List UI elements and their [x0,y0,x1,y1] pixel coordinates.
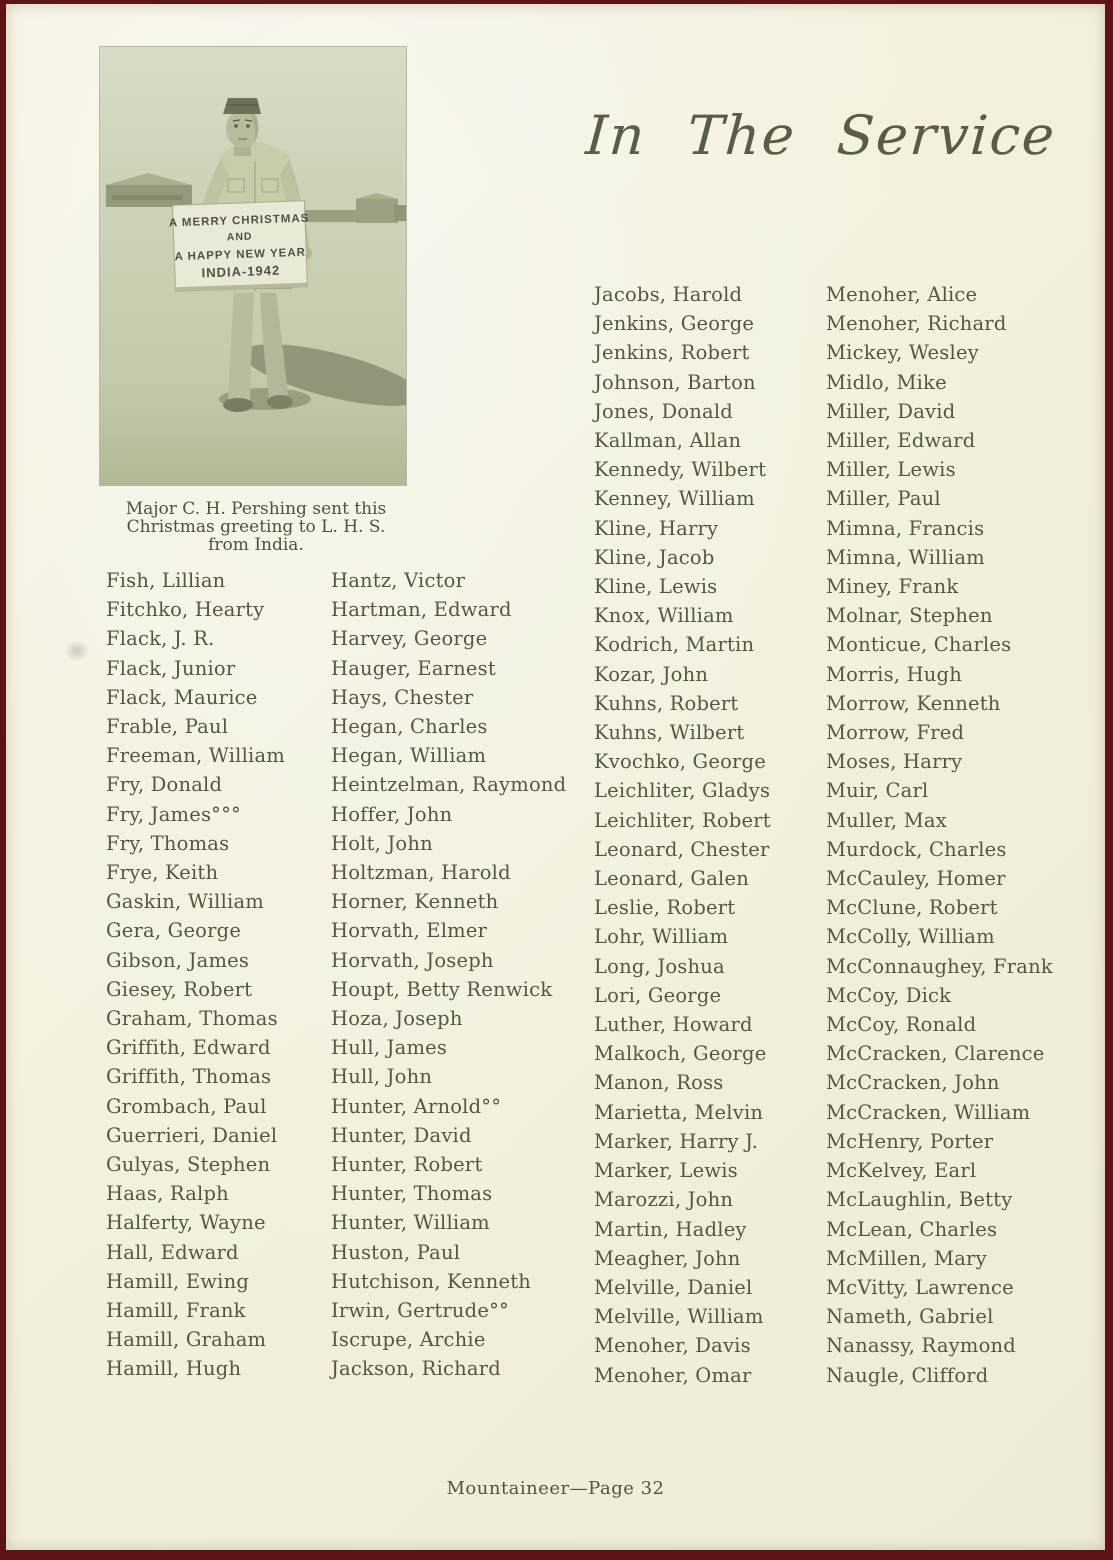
name-entry: Kline, Jacob [594,545,715,569]
name-entry: Miller, Edward [826,429,976,453]
name-entry: Melville, William [594,1305,764,1329]
name-entry: Irwin, Gertrude°° [331,1299,509,1323]
name-entry: Giesey, Robert [106,977,253,1001]
name-entry: Kennedy, Wilbert [594,458,767,482]
name-entry: Meagher, John [594,1246,741,1270]
photo-illustration [100,47,406,485]
name-entry: Mimna, William [826,545,985,569]
name-entry: Johnson, Barton [594,370,756,394]
name-entry: Gaskin, William [106,890,264,914]
caption-line: Major C. H. Pershing sent this [125,499,387,519]
service-photo [100,47,406,485]
name-entry: Jacobs, Harold [594,283,743,306]
name-entry: Huston, Paul [331,1240,461,1264]
name-entry: Molnar, Stephen [826,604,993,628]
name-column-4 [826,280,1053,1390]
name-entry: Hull, John [331,1065,433,1089]
name-entry: Hays, Chester [331,685,474,709]
name-entry: Kallman, Allan [594,429,742,453]
name-entry: Frye, Keith [106,861,219,885]
name-entry: Leslie, Robert [594,896,736,920]
name-entry: Hunter, David [331,1123,472,1147]
name-entry: Nameth, Gabriel [826,1305,994,1329]
name-entry: Marker, Harry J. [594,1129,759,1153]
name-entry: Jones, Donald [594,399,733,423]
name-entry: Leonard, Chester [594,837,770,861]
name-entry: Martin, Hadley [594,1217,747,1241]
page-title: In The Service [583,104,1059,167]
name-entry: McMillen, Mary [826,1246,987,1270]
name-entry: Marietta, Melvin [594,1100,764,1124]
name-entry: Menoher, Omar [594,1363,752,1387]
name-entry: McCoy, Ronald [826,1013,977,1037]
name-entry: Kozar, John [594,662,709,686]
name-entry: Morris, Hugh [826,662,962,686]
name-entry: Gulyas, Stephen [106,1153,271,1177]
name-entry: McHenry, Porter [826,1129,994,1153]
name-entry: Fitchko, Hearty [106,598,265,622]
sign-line-3: A HAPPY NEW YEAR [174,246,307,264]
name-entry: Kuhns, Wilbert [594,721,745,745]
name-entry: Morrow, Kenneth [826,691,1001,715]
name-entry: Frable, Paul [106,715,229,739]
name-entry: Naugle, Clifford [826,1363,989,1387]
name-entry: Kenney, William [594,487,755,511]
sign-line-4: INDIA-1942 [201,262,281,281]
name-entry: Fry, James°°° [106,802,242,826]
sign-line-1: A MERRY CHRISTMAS [168,212,310,230]
name-entry: Halferty, Wayne [106,1211,266,1235]
name-entry: Hegan, Charles [331,715,488,739]
name-entry: Hunter, Arnold°° [331,1094,502,1118]
name-entry: Marozzi, John [594,1188,734,1212]
name-entry: Leonard, Galen [594,867,749,891]
name-entry: Miller, Lewis [826,458,956,482]
name-entry: McKelvey, Earl [826,1159,977,1183]
name-entry: Leichliter, Robert [594,808,771,832]
name-entry: McCoy, Dick [826,983,952,1007]
name-entry: Harvey, George [331,627,488,651]
name-entry: Gibson, James [106,948,250,972]
name-entry: Horner, Kenneth [331,890,499,914]
name-entry: Hall, Edward [106,1240,239,1264]
name-entry: McCauley, Homer [826,867,1006,891]
name-entry: Mimna, Francis [826,516,985,540]
photo-sign [168,201,311,292]
name-entry: Flack, Maurice [106,685,258,709]
name-entry: Hoffer, John [331,802,453,826]
name-entry: Horvath, Joseph [331,948,494,972]
name-entry: Kvochko, George [594,750,766,774]
name-entry: Menoher, Davis [594,1334,751,1358]
name-entry: Graham, Thomas [106,1007,278,1031]
name-column-1 [106,566,285,1384]
name-entry: Haas, Ralph [106,1182,229,1206]
name-entry: Nanassy, Raymond [826,1334,1016,1358]
name-entry: Muller, Max [826,808,947,832]
name-entry: Jenkins, Robert [594,341,750,365]
name-entry: Horvath, Elmer [331,919,488,943]
name-entry: Marker, Lewis [594,1159,738,1183]
page-footer: Mountaineer—Page 32 [446,1478,665,1499]
name-entry: Luther, Howard [594,1013,753,1037]
name-entry: Miney, Frank [826,575,959,599]
name-entry: Hunter, William [331,1211,490,1235]
name-entry: Hutchison, Kenneth [331,1269,532,1293]
name-entry: McClune, Robert [826,896,998,920]
name-entry: Manon, Ross [594,1071,724,1095]
name-entry: Hunter, Thomas [331,1182,493,1206]
name-entry: Fry, Donald [106,773,223,797]
name-entry: Hunter, Robert [331,1153,483,1177]
page [6,4,1105,1550]
name-entry: Hamill, Ewing [106,1269,250,1293]
name-entry: Kline, Lewis [594,575,718,599]
name-entry: Jenkins, George [594,312,755,336]
name-entry: McCracken, Clarence [826,1042,1045,1066]
name-entry: Griffith, Thomas [106,1065,272,1089]
caption-line: Christmas greeting to L. H. S. [126,517,386,537]
name-entry: Fish, Lillian [106,569,226,592]
name-entry: Heintzelman, Raymond [331,773,567,797]
name-entry: Menoher, Alice [826,283,978,306]
name-entry: Midlo, Mike [826,370,947,394]
name-entry: Mickey, Wesley [826,341,979,365]
name-column-2 [331,566,566,1384]
name-entry: McLean, Charles [826,1217,998,1241]
name-entry: Kline, Harry [594,516,719,540]
name-entry: Miller, Paul [826,487,941,511]
name-entry: McVitty, Lawrence [826,1275,1014,1299]
name-entry: Grombach, Paul [106,1094,267,1118]
name-entry: Kuhns, Robert [594,691,739,715]
name-entry: Muir, Carl [826,779,929,803]
name-entry: Holt, John [331,831,433,855]
name-entry: Long, Joshua [594,954,725,978]
name-entry: Hamill, Frank [106,1299,246,1323]
name-entry: Flack, J. R. [106,627,215,651]
name-entry: McCracken, William [826,1100,1031,1124]
name-entry: Menoher, Richard [826,312,1007,336]
name-entry: Hegan, William [331,744,487,768]
caption-line: from India. [208,535,304,555]
name-entry: McCracken, John [826,1071,1000,1095]
name-entry: Houpt, Betty Renwick [331,977,553,1001]
name-entry: Jackson, Richard [331,1357,501,1381]
name-entry: Freeman, William [106,744,285,768]
name-entry: McConnaughey, Frank [826,954,1053,978]
name-column-3 [594,280,771,1390]
name-entry: Hauger, Earnest [331,656,496,680]
name-entry: Morrow, Fred [826,721,965,745]
name-entry: Holtzman, Harold [331,861,511,885]
name-entry: Lori, George [594,983,722,1007]
name-entry: Murdock, Charles [826,837,1007,861]
name-entry: Kodrich, Martin [594,633,755,657]
name-entry: Malkoch, George [594,1042,767,1066]
name-entry: Hartman, Edward [331,598,512,622]
name-entry: Melville, Daniel [594,1275,753,1299]
photo-caption [96,500,416,554]
sign-line-2: AND [226,230,253,244]
name-entry: Guerrieri, Daniel [106,1123,278,1147]
name-entry: Hamill, Graham [106,1328,267,1352]
name-entry: Monticue, Charles [826,633,1012,657]
name-entry: Iscrupe, Archie [331,1328,486,1352]
name-entry: Miller, David [826,399,956,423]
name-entry: McColly, William [826,925,995,949]
name-entry: Leichliter, Gladys [594,779,771,803]
name-entry: McLaughlin, Betty [826,1188,1013,1212]
name-entry: Fry, Thomas [106,831,230,855]
name-entry: Hull, James [331,1036,448,1060]
name-entry: Moses, Harry [826,750,963,774]
name-entry: Hoza, Joseph [331,1007,463,1031]
name-entry: Hantz, Victor [331,569,466,592]
name-entry: Flack, Junior [106,656,236,680]
name-entry: Griffith, Edward [106,1036,271,1060]
scan-smudge [64,640,90,662]
name-entry: Gera, George [106,919,242,943]
name-entry: Knox, William [594,604,734,628]
name-entry: Hamill, Hugh [106,1357,242,1381]
name-entry: Lohr, William [594,925,729,949]
